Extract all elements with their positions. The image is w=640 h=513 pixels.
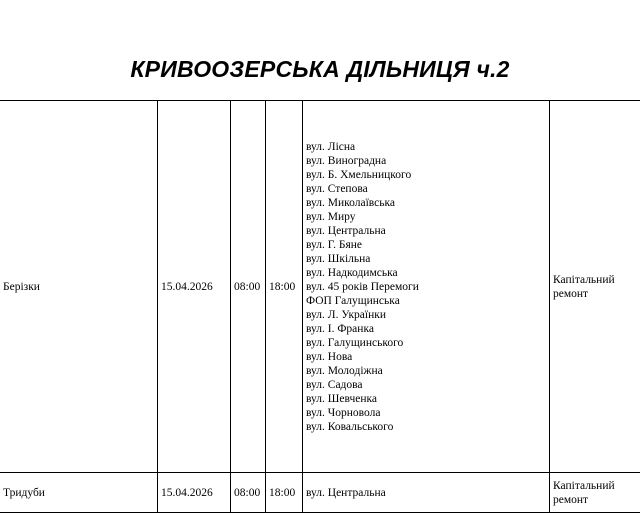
street-item: вул. Нова bbox=[306, 350, 546, 364]
table-row bbox=[0, 101, 640, 473]
street-item: вул. Молодіжна bbox=[306, 364, 546, 378]
street-item: вул. Б. Хмельницкого bbox=[306, 168, 546, 182]
end-time-cell: 18:00 bbox=[266, 473, 303, 513]
start-time-cell: 08:00 bbox=[231, 101, 266, 473]
reason-cell: Капітальний ремонт bbox=[550, 101, 640, 473]
start-time-cell: 08:00 bbox=[231, 473, 266, 513]
page-title: КРИВООЗЕРСЬКА ДІЛЬНИЦЯ ч.2 bbox=[0, 56, 640, 83]
streets-cell bbox=[303, 473, 550, 513]
street-item: вул. Шевченка bbox=[306, 392, 546, 406]
village-cell: Берізки bbox=[0, 101, 158, 473]
street-item: вул. Галущинського bbox=[306, 336, 546, 350]
street-item: вул. Шкільна bbox=[306, 252, 546, 266]
street-item: вул. Чорновола bbox=[306, 406, 546, 420]
end-time-cell: 18:00 bbox=[266, 101, 303, 473]
street-item: вул. Степова bbox=[306, 182, 546, 196]
street-item: вул. Лісна bbox=[306, 140, 546, 154]
street-item: вул. Г. Бяне bbox=[306, 238, 546, 252]
street-item: вул. Центральна bbox=[306, 224, 546, 238]
street-item: вул. Миколаївська bbox=[306, 196, 546, 210]
date-cell: 15.04.2026 bbox=[158, 101, 231, 473]
street-item: вул. Ковальського bbox=[306, 420, 546, 434]
date-cell: 15.04.2026 bbox=[158, 473, 231, 513]
streets-cell bbox=[303, 101, 550, 473]
table-row bbox=[0, 473, 640, 513]
street-item: вул. Садова bbox=[306, 378, 546, 392]
street-item: вул. Л. Українки bbox=[306, 308, 546, 322]
street-item: вул. Надкодимська bbox=[306, 266, 546, 280]
street-item: вул. Центральна bbox=[306, 486, 546, 500]
street-item: ФОП Галущинська bbox=[306, 294, 546, 308]
street-item: вул. І. Франка bbox=[306, 322, 546, 336]
street-item: вул. Миру bbox=[306, 210, 546, 224]
village-cell: Тридуби bbox=[0, 473, 158, 513]
reason-cell: Капітальний ремонт bbox=[550, 473, 640, 513]
street-item: вул. Виноградна bbox=[306, 154, 546, 168]
outage-schedule-table bbox=[0, 100, 640, 513]
street-item: вул. 45 років Перемоги bbox=[306, 280, 546, 294]
